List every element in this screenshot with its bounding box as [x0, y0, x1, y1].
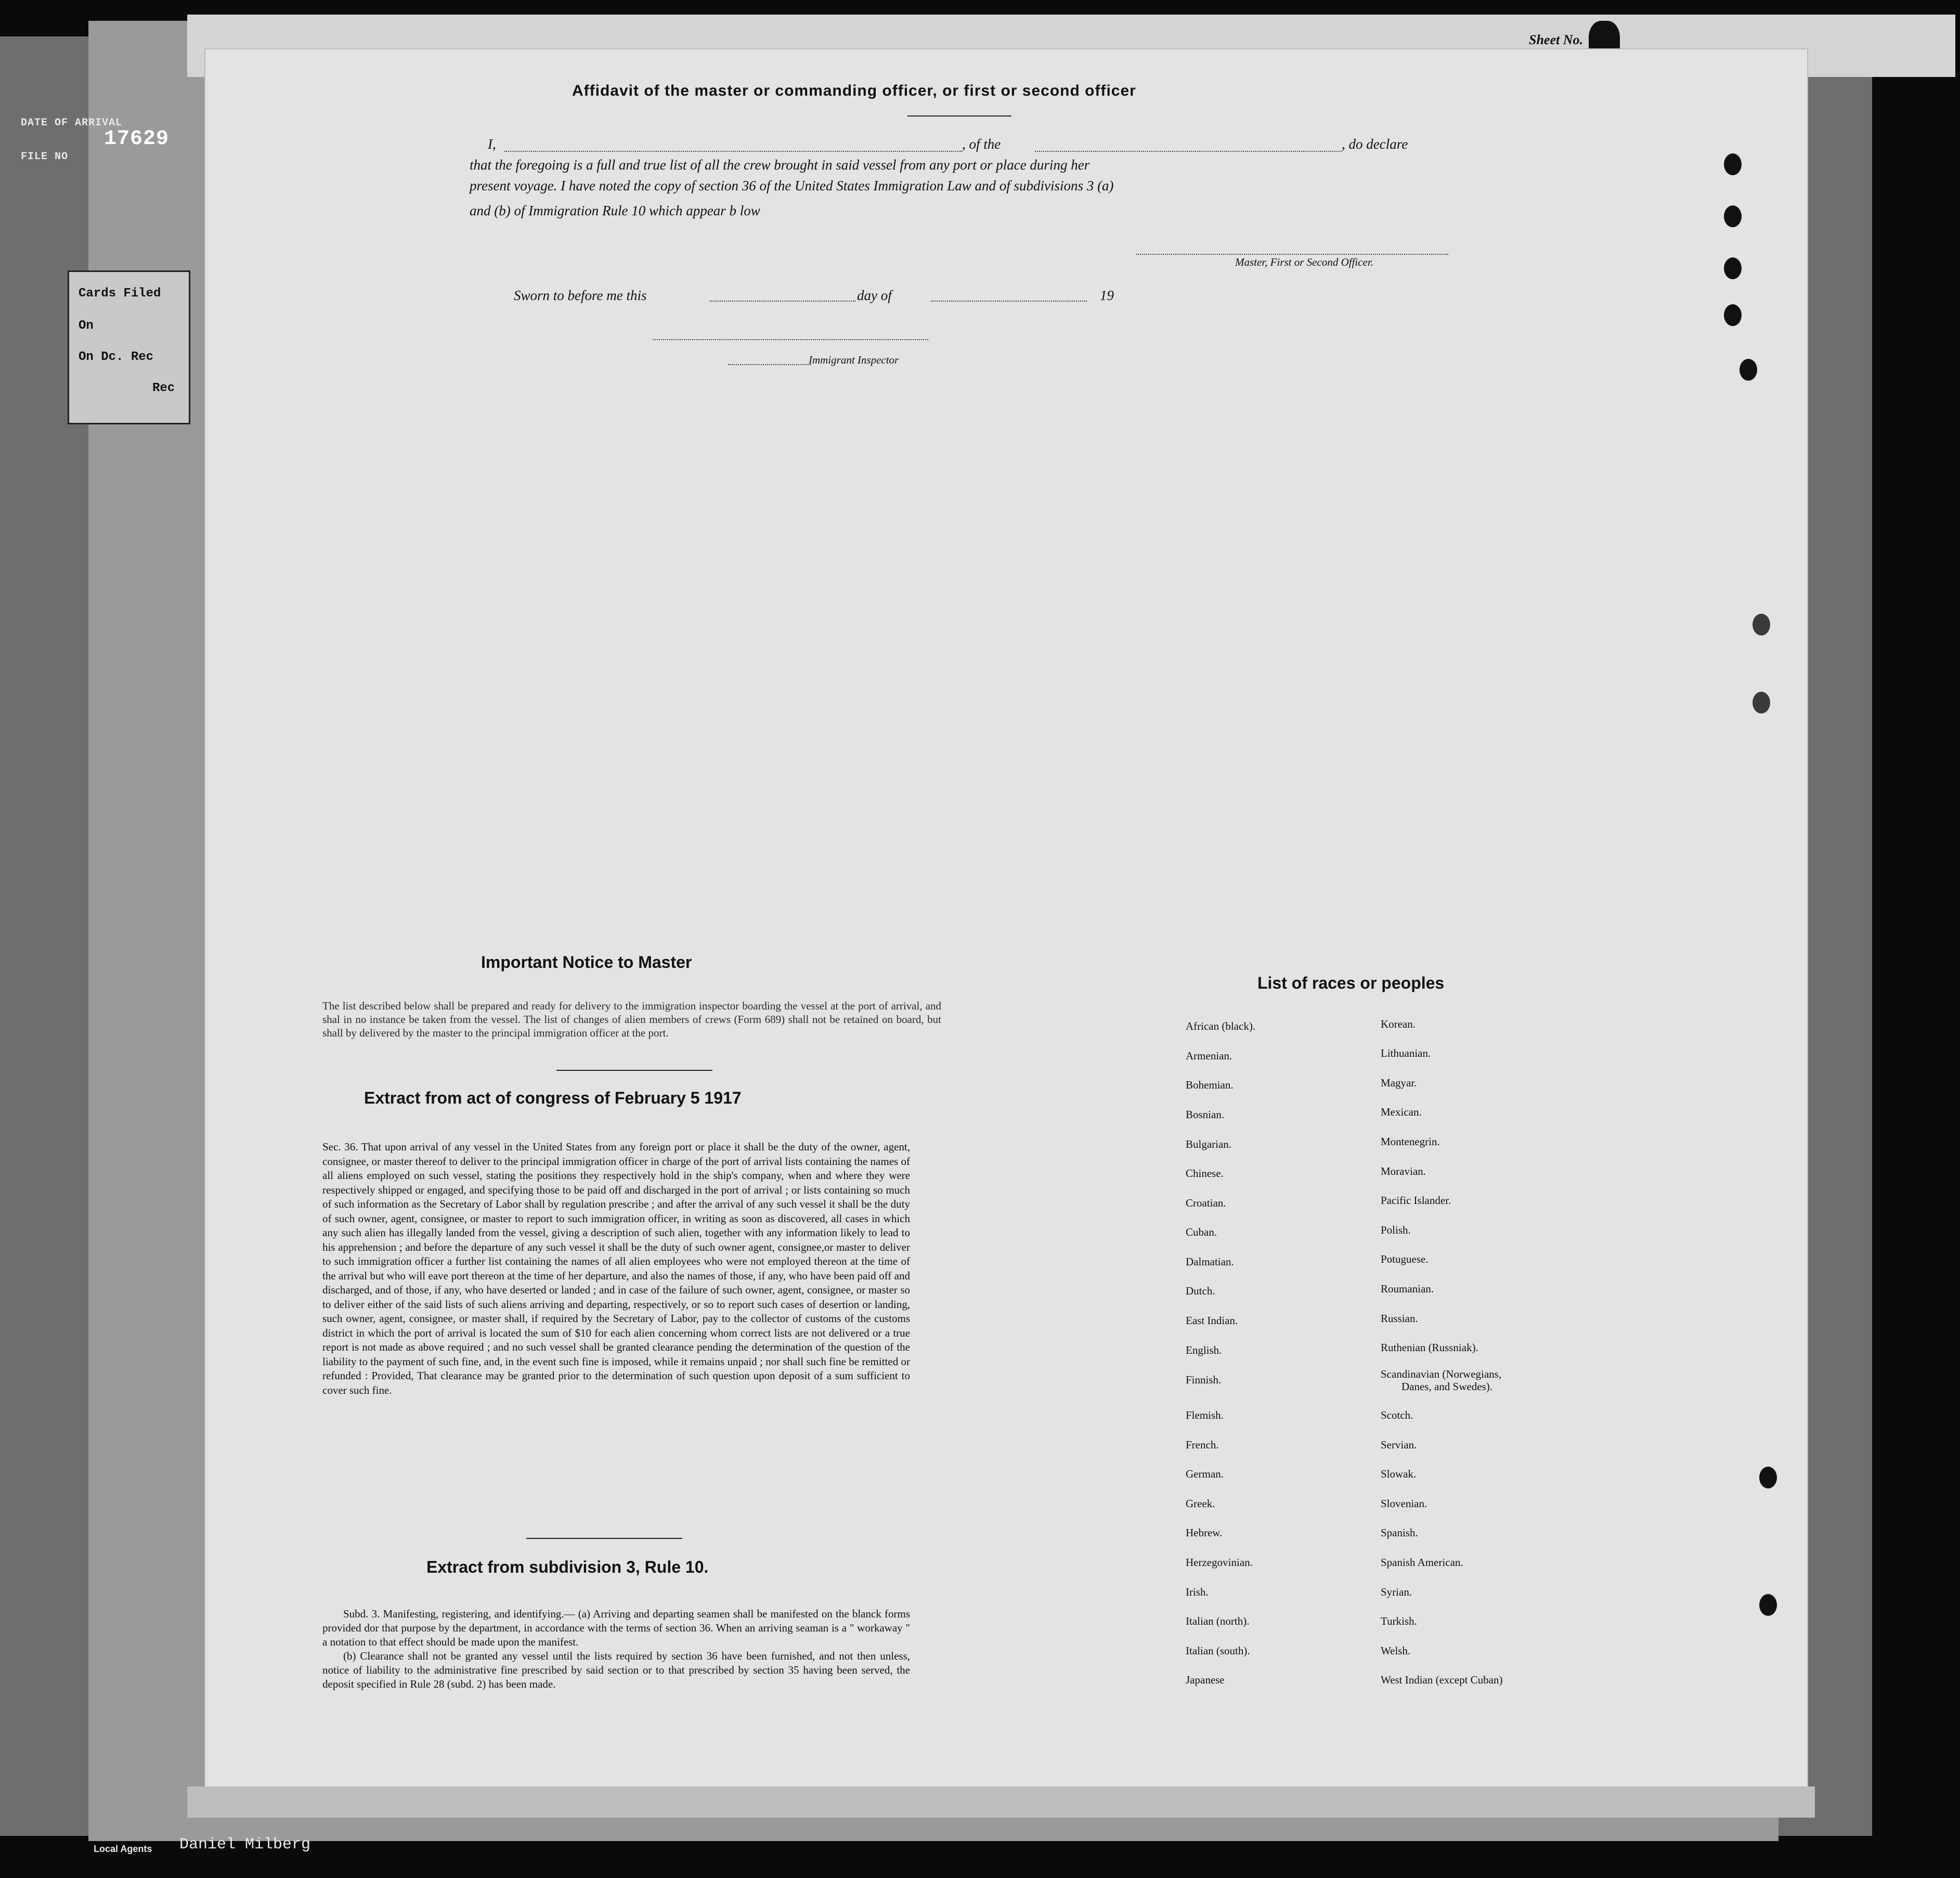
affidavit-line-2: that the foregoing is a full and true list of all the crew brought in said vessel from any port or place during her: [470, 157, 1090, 173]
race-item: Scotch.: [1381, 1409, 1413, 1421]
race-item: Magyar.: [1381, 1077, 1417, 1089]
races-title: List of races or peoples: [1257, 974, 1445, 992]
race-item: West Indian (except Cuban): [1381, 1674, 1503, 1686]
affidavit-line-4: and (b) of Immigration Rule 10 which appear b low: [470, 203, 760, 218]
title-underline: [907, 115, 1011, 116]
race-item: Bosnian.: [1186, 1108, 1225, 1121]
race-item: English.: [1186, 1344, 1222, 1356]
inspector-label: Immigrant Inspector: [809, 354, 899, 366]
race-item: Dutch.: [1186, 1285, 1215, 1297]
card-line-4: Rec: [152, 381, 175, 395]
race-item: Irish.: [1186, 1586, 1209, 1598]
race-item: Syrian.: [1381, 1586, 1412, 1598]
race-item: Spanish.: [1381, 1526, 1418, 1539]
declarant-prefix: I,: [488, 136, 496, 152]
notice-title: Important Notice to Master: [481, 953, 692, 972]
race-item: Pacific Islander.: [1381, 1194, 1451, 1207]
affidavit-page: [205, 49, 1807, 1786]
race-item: Hebrew.: [1186, 1526, 1223, 1539]
card-line-2: On: [79, 319, 94, 333]
section-36-text: Sec. 36. That upon arrival of any vessel in the United States from any foreign port or place it shall be the duty of the owner, agent, consignee, or master thereof to deliver to the principal immigration officer in charge of the port of arrival lists containing the names of all aliens employed on such vessel, stating the positions they respectively hold in the ship's company, when and where they were respectively shipped or engaged, and specifying those to be paid off and discharged in the port of arrival ; or lists containing so much of such information as the Secretary of Labor shall by regulation prescribe ; and after the arrival of any such vessel it shall be the duty of such owner, agent, consignee, or master to report to such immigration officer, in writing as soon as discovered, all cases in which any such alien has illegally landed from the vessel, giving a description of such alien, together with any information likely to lead to his apprehension ; and before the departure of any such vessel it shall be the duty of such owner agent, consignee,or master to deliver to such immigration officer a further list containing the names of all alien employees who were not employed thereon at the time of the arrival but who will eave port thereon at the time of her departure, and also the names of those, if any, who have been paid off and discharged, and of those, if any, who have deserted or landed ; and in case of the failure of such owner, agent, consignee, or master so to deliver either of the said lists of such aliens arriving and departing, respectively, or so to report such cases of desertion or landing, such owner, agent, consignee, or master shall, if required by the Secretary of Labor, pay to the collector of customs of the customs district in which the port of arrival is located the sum of $10 for each alien concerning whom correct lists are not delivered or a true report is not made as above required ; and no such vessel shall be granted clearance pending the determination of the question of the liability to the payment of such fine, and, in the event such fine is imposed, while it remains unpaid ; nor shall such fine be remitted or refunded : Provided, That clearance may be granted prior to the determination of such question upon deposit of a sum sufficient to cover such fine.: [322, 1141, 910, 1396]
punch-hole: [1753, 692, 1770, 714]
of-the-label: , of the: [962, 136, 1001, 152]
sworn-year-label: 19: [1100, 288, 1114, 303]
notice-body: The list described below shall be prepared and ready for delivery to the immigration inspector boarding the vessel at the port of arrival, and shal in no instance be taken from the vessel. The list of changes of alien members of crews (Form 689) shall not be retained on board, but shall by delivered by the master to the principal immigration officer at the port.: [322, 1000, 941, 1039]
race-item: Dalmatian.: [1186, 1255, 1234, 1268]
race-item: Bohemian.: [1186, 1079, 1234, 1091]
race-item: Greek.: [1186, 1497, 1215, 1510]
race-item: Slovenian.: [1381, 1497, 1427, 1510]
race-item: Polish.: [1381, 1224, 1411, 1236]
sworn-day-blank[interactable]: [710, 301, 855, 302]
race-item: Moravian.: [1381, 1165, 1426, 1177]
cards-filed-stamp: [68, 270, 190, 424]
subdivision-3a-text: Subd. 3. Manifesting, registering, and identifying.— (a) Arriving and departing seamen shall be manifested on the blanck forms provided dor that purpose by the department, in accordance with the terms of section 36. When an arriving seaman is a " workaway " a notation to that effect should be made upon the manifest.: [322, 1608, 910, 1648]
race-item: Italian (south).: [1186, 1644, 1250, 1657]
local-agents-label: Local Agents: [94, 1844, 152, 1854]
race-item: Herzegovinian.: [1186, 1556, 1253, 1569]
punch-hole: [1740, 359, 1757, 381]
race-item: Chinese.: [1186, 1167, 1224, 1180]
arrival-number: 17629: [104, 127, 170, 151]
race-item: Lithuanian.: [1381, 1047, 1431, 1059]
declarant-name-blank[interactable]: [504, 151, 962, 152]
race-item: Japanese: [1186, 1674, 1225, 1686]
race-item: Spanish American.: [1381, 1556, 1463, 1569]
race-item: Ruthenian (Russniak).: [1381, 1341, 1478, 1354]
race-item: East Indian.: [1186, 1314, 1238, 1327]
punch-hole: [1753, 614, 1770, 636]
race-item: Croatian.: [1186, 1197, 1226, 1209]
race-item: Slowak.: [1381, 1468, 1417, 1480]
race-item: African (black).: [1186, 1020, 1256, 1032]
race-item: Armenian.: [1186, 1050, 1232, 1062]
subdivision-3-text: [322, 1607, 910, 1691]
inspector-signature-blank[interactable]: [653, 339, 928, 340]
race-item: Flemish.: [1186, 1409, 1224, 1421]
file-label: FILE NO: [21, 151, 69, 163]
master-signature-blank[interactable]: [1136, 254, 1448, 255]
rule-extract-title: Extract from subdivision 3, Rule 10.: [426, 1558, 709, 1576]
affidavit-line-3: present voyage. I have noted the copy of section 36 of the United States Immigration Law and of subdivisions 3 (a): [470, 178, 1114, 193]
punch-hole: [1759, 1467, 1777, 1488]
race-item: French.: [1186, 1439, 1219, 1451]
local-agent-name: Daniel Milberg: [179, 1836, 311, 1854]
arrival-label: DATE OF ARRIVAL: [21, 117, 123, 129]
act-divider: [526, 1538, 682, 1539]
race-item: Bulgarian.: [1186, 1138, 1232, 1150]
sworn-label: Sworn to before me this: [514, 288, 647, 303]
punch-hole: [1724, 304, 1742, 326]
race-item: Cuban.: [1186, 1226, 1217, 1238]
card-line-3: On Dc. Rec: [79, 350, 154, 364]
race-item: Welsh.: [1381, 1644, 1411, 1657]
race-item: Italian (north).: [1186, 1615, 1250, 1627]
race-item: Mexican.: [1381, 1106, 1422, 1118]
day-of-label: day of: [857, 288, 892, 303]
race-item: Montenegrin.: [1381, 1135, 1440, 1148]
master-label: Master, First or Second Officer.: [1235, 256, 1373, 268]
punch-hole: [1759, 1594, 1777, 1616]
race-item: Roumanian.: [1381, 1283, 1434, 1295]
act-extract-title: Extract from act of congress of February 5 1917: [364, 1089, 742, 1107]
race-item: Turkish.: [1381, 1615, 1417, 1627]
punch-hole: [1724, 153, 1742, 175]
notice-divider: [556, 1070, 712, 1071]
bottom-sheet-edge: [187, 1786, 1815, 1818]
vessel-name-blank[interactable]: [1035, 151, 1342, 152]
race-item: Finnish.: [1186, 1374, 1222, 1386]
race-item: Russian.: [1381, 1312, 1418, 1325]
race-item: Scandinavian (Norwegians,: [1381, 1368, 1502, 1380]
do-declare-label: , do declare: [1342, 136, 1408, 152]
race-item: Danes, and Swedes).: [1401, 1380, 1492, 1393]
card-title: Cards Filed: [79, 287, 161, 301]
sheet-number-label: Sheet No.: [1529, 32, 1583, 47]
punch-hole: [1724, 257, 1742, 279]
inspector-underline: [728, 364, 811, 365]
affidavit-title: Affidavit of the master or commanding officer, or first or second officer: [572, 82, 1136, 99]
race-item: Potuguese.: [1381, 1253, 1429, 1265]
race-item: Korean.: [1381, 1018, 1416, 1030]
race-item: German.: [1186, 1468, 1224, 1480]
sworn-month-blank[interactable]: [931, 301, 1087, 302]
race-item: Servian.: [1381, 1439, 1417, 1451]
subdivision-3b-text: (b) Clearance shall not be granted any vessel until the lists required by section 36 have been furnished, and not then unless, notice of liability to the administrative fine prescribed by said section or to that prescribed by section 35 having been served, the deposit specified in Rule 28 (subd. 2) has been made.: [322, 1650, 910, 1690]
punch-hole: [1724, 205, 1742, 227]
